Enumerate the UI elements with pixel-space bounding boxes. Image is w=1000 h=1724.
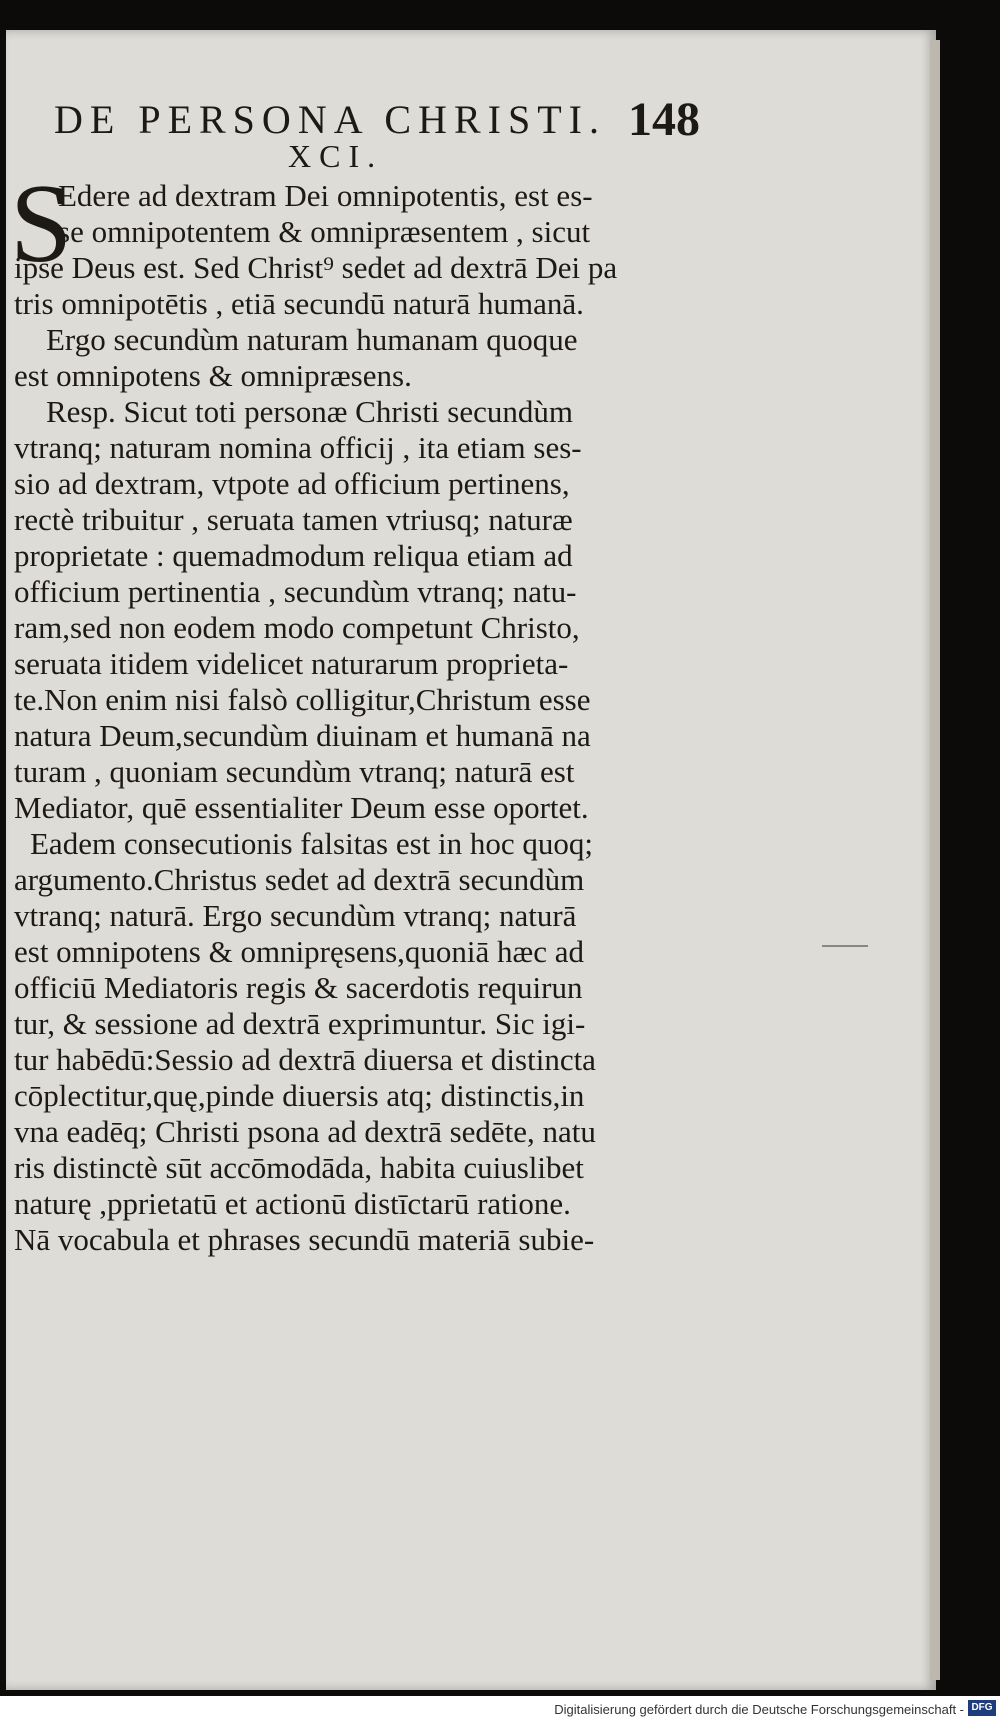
text-line: ram,sed non eodem modo competunt Christo, bbox=[14, 610, 580, 645]
text-line: argumento.Christus sedet ad dextrā secundùm bbox=[14, 862, 585, 897]
text-line: tur, & sessione ad dextrā exprimuntur. Sic igi- bbox=[14, 1006, 586, 1041]
text-line: cōplectitur,quę,pinde diuersis atq; distinctis,in bbox=[14, 1078, 585, 1113]
text-line: turam , quoniam secundùm vtranq; naturā est bbox=[14, 754, 575, 789]
text-line: se omnipotentem & omnipræsentem , sicut bbox=[58, 214, 591, 249]
text-line: est omnipotens & omnipręsens,quoniā hæc ad bbox=[14, 934, 584, 969]
text-line: naturę ,pprietatū et actionū distīctarū ratione. bbox=[14, 1186, 571, 1221]
text-line: Ergo secundùm naturam humanam quoque bbox=[46, 322, 578, 357]
text-line: vna eadēq; Christi psona ad dextrā sedēte, natu bbox=[14, 1114, 596, 1149]
running-title: DE PERSONA CHRISTI. bbox=[54, 97, 606, 142]
footer-bar bbox=[0, 1696, 1000, 1724]
text-line: proprietate : quemadmodum reliqua etiam ad bbox=[14, 538, 573, 573]
text-line: vtranq; naturam nomina officij , ita etiam ses- bbox=[14, 430, 582, 465]
text-line: Resp. Sicut toti personæ Christi secundùm bbox=[46, 394, 573, 429]
text-line: Edere ad dextram Dei omnipotentis, est es- bbox=[58, 178, 593, 213]
section-number: XCI. bbox=[288, 138, 384, 174]
text-line: Mediator, quē essentialiter Deum esse oportet. bbox=[14, 790, 589, 825]
text-line: Eadem consecutionis falsitas est in hoc quoq; bbox=[30, 826, 594, 861]
text-line: ipse Deus est. Sed Christ⁹ sedet ad dextrā Dei pa bbox=[14, 250, 618, 285]
dfg-logo: DFG bbox=[968, 1700, 996, 1716]
text-line: officium pertinentia , secundùm vtranq; natu- bbox=[14, 574, 577, 609]
text-line: tur habēdū:Sessio ad dextrā diuersa et distincta bbox=[14, 1042, 596, 1077]
text-line: te.Non enim nisi falsò colligitur,Christum esse bbox=[14, 682, 591, 717]
funding-credit: Digitalisierung gefördert durch die Deutsche Forschungsgemeinschaft - bbox=[554, 1702, 964, 1717]
text-line: Nā vocabula et phrases secundū materiā subie- bbox=[14, 1222, 595, 1257]
page-number: 148 bbox=[628, 93, 700, 146]
text-line: est omnipotens & omnipræsens. bbox=[14, 358, 412, 393]
margin-mark bbox=[822, 945, 868, 947]
text-line: sio ad dextram, vtpote ad officium pertinens, bbox=[14, 466, 570, 501]
text-line: vtranq; naturā. Ergo secundùm vtranq; naturā bbox=[14, 898, 577, 933]
text-line: natura Deum,secundùm diuinam et humanā na bbox=[14, 718, 591, 753]
text-line: rectè tribuitur , seruata tamen vtriusq; naturæ bbox=[14, 502, 573, 537]
drop-cap: S bbox=[10, 162, 73, 286]
text-line: seruata itidem videlicet naturarum proprieta- bbox=[14, 646, 569, 681]
text-line: officiū Mediatoris regis & sacerdotis requirun bbox=[14, 970, 583, 1005]
page-edge bbox=[930, 40, 940, 1680]
text-line: tris omnipotētis , etiā secundū naturā humanā. bbox=[14, 286, 584, 321]
text-line: ris distinctè sūt accōmodāda, habita cuiuslibet bbox=[14, 1150, 584, 1185]
